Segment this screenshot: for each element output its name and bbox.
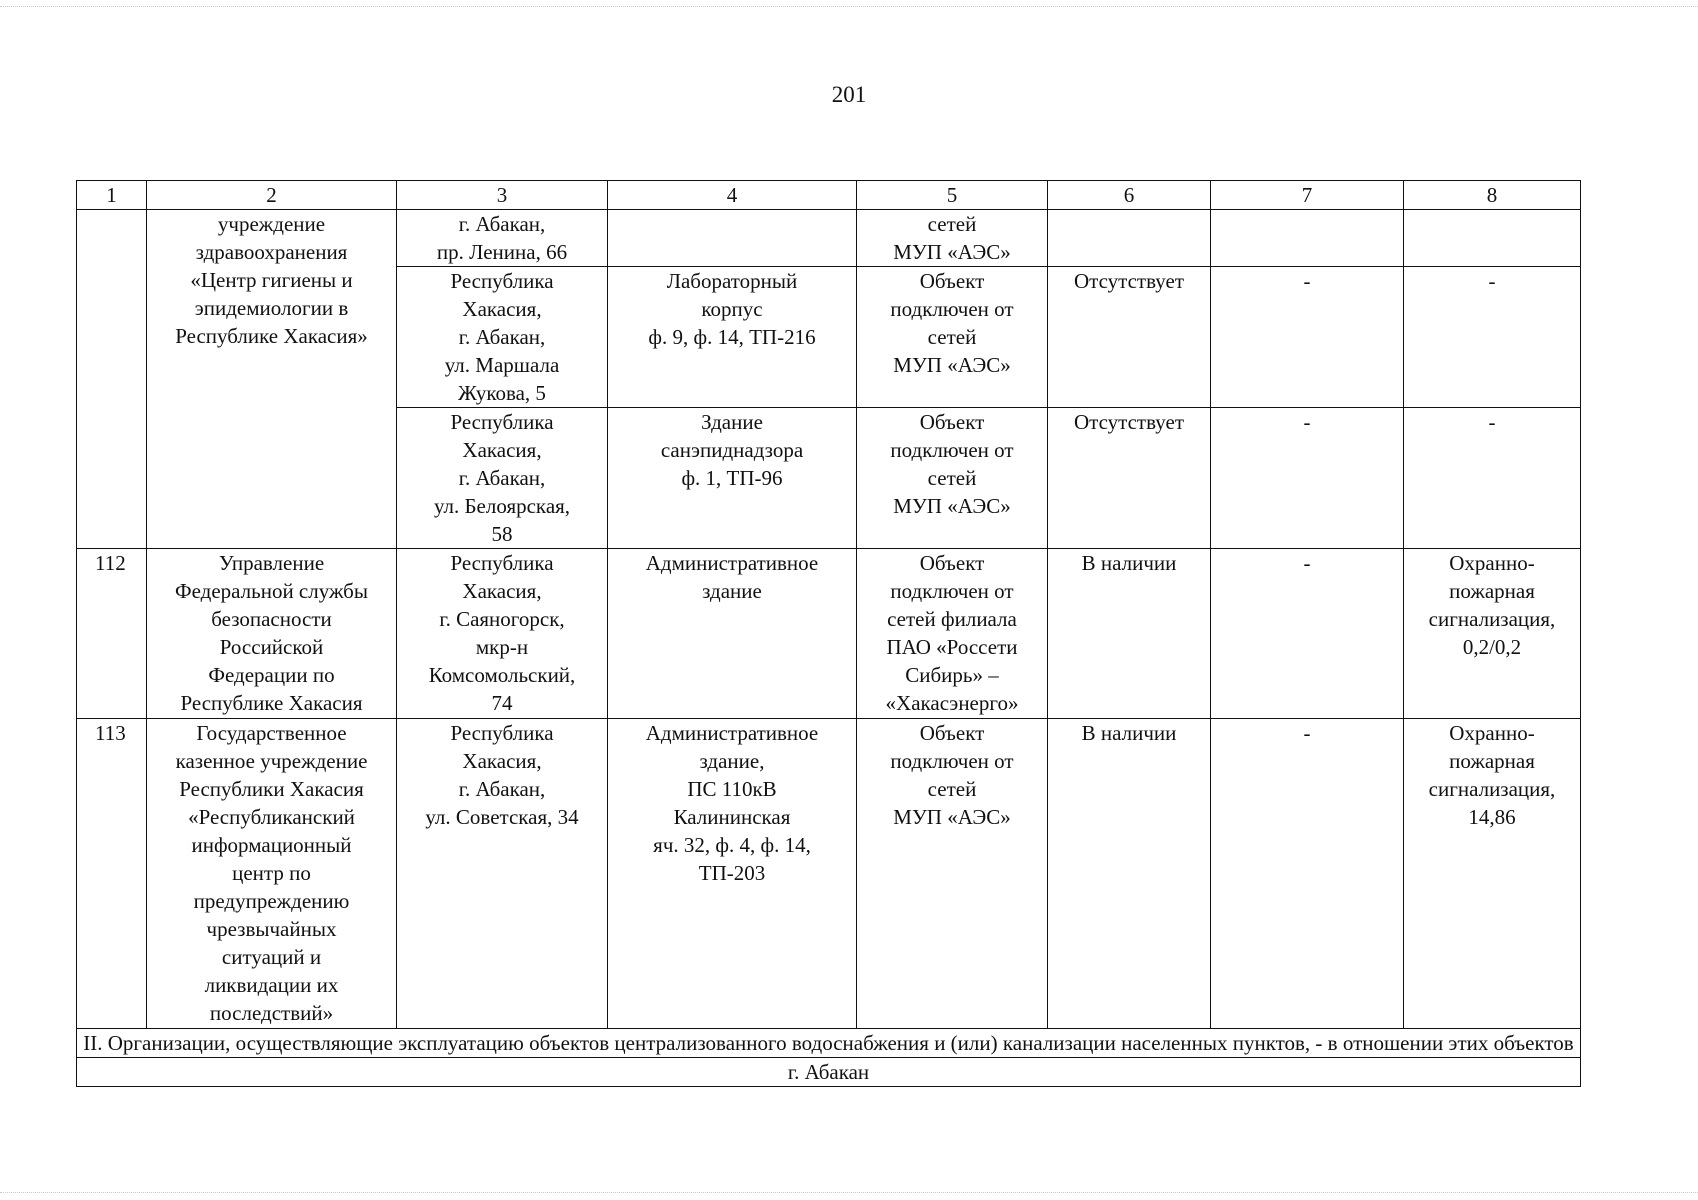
object-cell: Административное здание [608, 549, 857, 719]
organization-cell: Управление Федеральной службы безопасности Российской Федерации по Республике Хакасия [147, 549, 397, 719]
column-8-cell: Охранно- пожарная сигнализация, 0,2/0,2 [1404, 549, 1581, 719]
page-number: 201 [831, 82, 867, 107]
connection-cell: Объект подключен от сетей филиала ПАО «Россети Сибирь» – «Хакасэнерго» [857, 549, 1048, 719]
scan-artifact-top [0, 6, 1698, 7]
column-7-cell: - [1211, 719, 1404, 1029]
organization-cell: учреждение здравоохранения «Центр гигиены и эпидемиологии в Республике Хакасия» [147, 210, 397, 549]
presence-cell: В наличии [1048, 549, 1211, 719]
scan-artifact-bottom [0, 1192, 1698, 1193]
column-number: 1 [77, 181, 147, 210]
column-number: 5 [857, 181, 1048, 210]
connection-cell: Объект подключен от сетей МУП «АЭС» [857, 719, 1048, 1029]
address-cell: г. Абакан, пр. Ленина, 66 [397, 210, 608, 267]
row-number-cell: 112 [77, 549, 147, 719]
section-heading-row [77, 1029, 1581, 1058]
presence-cell [1048, 210, 1211, 267]
presence-cell: В наличии [1048, 719, 1211, 1029]
column-number: 3 [397, 181, 608, 210]
address-cell: Республика Хакасия, г. Абакан, ул. Советская, 34 [397, 719, 608, 1029]
connection-cell: сетей МУП «АЭС» [857, 210, 1048, 267]
column-8-cell: Охранно- пожарная сигнализация, 14,86 [1404, 719, 1581, 1029]
section-heading: II. Организации, осуществляющие эксплуатацию объектов централизованного водоснабжения и (или) канализации населенных пунктов, - в отношении этих объектов [77, 1029, 1581, 1058]
city-heading: г. Абакан [77, 1058, 1581, 1087]
row-number-cell: 113 [77, 719, 147, 1029]
presence-cell: Отсутствует [1048, 408, 1211, 549]
connection-cell: Объект подключен от сетей МУП «АЭС» [857, 267, 1048, 408]
object-cell: Здание санэпиднадзора ф. 1, ТП-96 [608, 408, 857, 549]
column-number: 6 [1048, 181, 1211, 210]
column-8-cell: - [1404, 408, 1581, 549]
column-7-cell: - [1211, 549, 1404, 719]
object-cell: Лабораторный корпус ф. 9, ф. 14, ТП-216 [608, 267, 857, 408]
connection-cell: Объект подключен от сетей МУП «АЭС» [857, 408, 1048, 549]
column-number: 8 [1404, 181, 1581, 210]
column-7-cell: - [1211, 267, 1404, 408]
presence-cell: Отсутствует [1048, 267, 1211, 408]
column-7-cell [1211, 210, 1404, 267]
object-cell: Административное здание, ПС 110кВ Калининская яч. 32, ф. 4, ф. 14, ТП-203 [608, 719, 857, 1029]
row-number-cell [77, 210, 147, 549]
registry-table [76, 180, 1581, 1087]
address-cell: Республика Хакасия, г. Абакан, ул. Маршала Жукова, 5 [397, 267, 608, 408]
column-number: 7 [1211, 181, 1404, 210]
column-8-cell [1404, 210, 1581, 267]
city-heading-row [77, 1058, 1581, 1087]
column-number: 2 [147, 181, 397, 210]
object-cell [608, 210, 857, 267]
column-number-row [77, 181, 1581, 210]
table-row [77, 719, 1581, 1029]
column-8-cell: - [1404, 267, 1581, 408]
column-number: 4 [608, 181, 857, 210]
address-cell: Республика Хакасия, г. Саяногорск, мкр-н Комсомольский, 74 [397, 549, 608, 719]
column-7-cell: - [1211, 408, 1404, 549]
organization-cell: Государственное казенное учреждение Республики Хакасия «Республиканский информационный центр по предупреждению чрезвычайных ситуаций и ликвидации их последствий» [147, 719, 397, 1029]
table-row [77, 210, 1581, 267]
table-row [77, 549, 1581, 719]
address-cell: Республика Хакасия, г. Абакан, ул. Белоярская, 58 [397, 408, 608, 549]
